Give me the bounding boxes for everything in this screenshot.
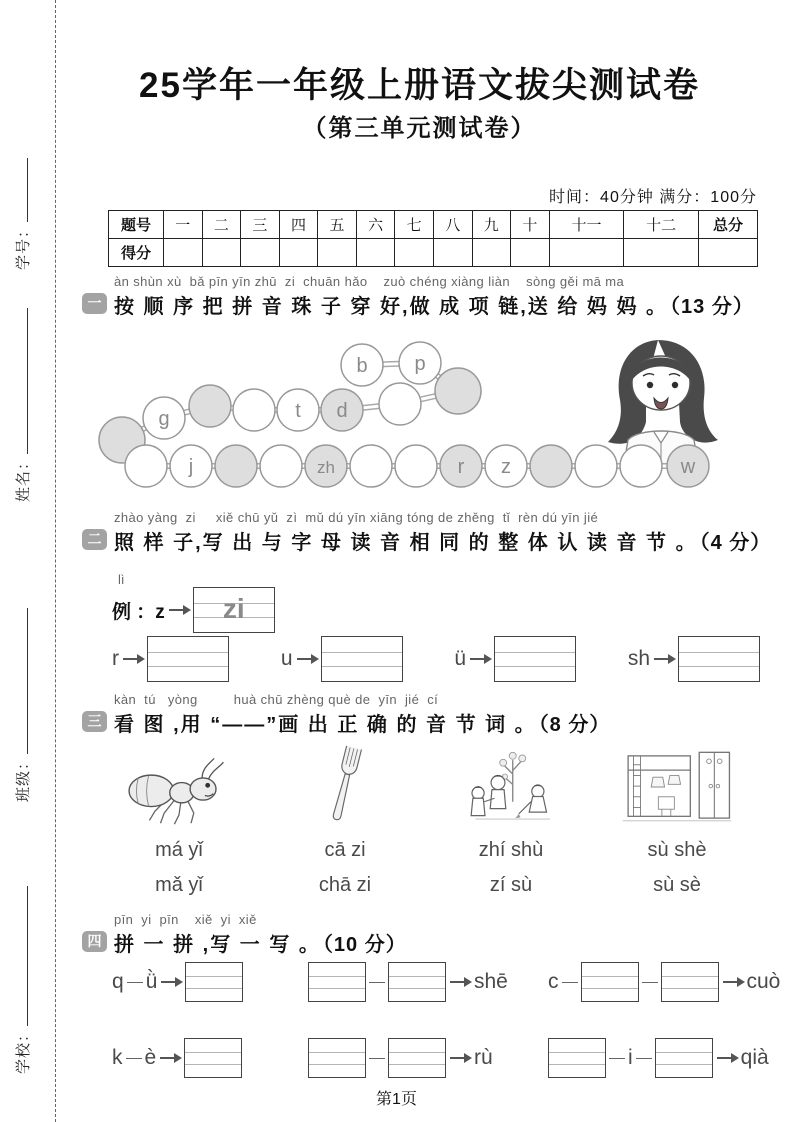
bead-label: d bbox=[336, 400, 348, 422]
connector-line bbox=[369, 1058, 385, 1059]
q4-item bbox=[112, 1038, 308, 1078]
bead-blank bbox=[215, 445, 257, 487]
score-table-total-header: 总分 bbox=[699, 211, 758, 239]
q4-letter: c bbox=[548, 970, 559, 993]
question-3-score: （8 分） bbox=[538, 714, 611, 736]
question-4-pinyin: pīn yi pīn xiě yi xiě bbox=[114, 912, 257, 927]
q2-item bbox=[281, 636, 403, 682]
arrow-icon bbox=[717, 1057, 737, 1059]
q4-letter: q bbox=[112, 970, 124, 993]
pinyin-grid[interactable] bbox=[308, 962, 366, 1002]
arrow-icon bbox=[297, 658, 317, 660]
score-col-header: 八 bbox=[433, 211, 472, 239]
score-cell[interactable] bbox=[279, 239, 318, 267]
bead-blank bbox=[350, 445, 392, 487]
question-2-score: （4 分） bbox=[699, 532, 772, 554]
score-col-header: 五 bbox=[318, 211, 357, 239]
student-id-blank[interactable] bbox=[15, 158, 28, 222]
pinyin-grid[interactable] bbox=[678, 636, 760, 682]
score-cell[interactable] bbox=[549, 239, 624, 267]
score-table bbox=[108, 210, 758, 267]
ant-image bbox=[96, 742, 262, 826]
pinyin-grid[interactable] bbox=[308, 1038, 366, 1078]
score-row-header: 得分 bbox=[109, 239, 164, 267]
pinyin-grid[interactable] bbox=[661, 962, 719, 1002]
syllable-option: zhí shù bbox=[478, 839, 544, 861]
score-cell[interactable] bbox=[624, 239, 699, 267]
q2-item bbox=[628, 636, 760, 682]
question-1-text: 按 顺 序 把 拼 音 珠 子 穿 好,做 成 项 链,送 给 妈 妈 。 bbox=[114, 296, 669, 318]
bead-blank bbox=[435, 368, 481, 414]
time-score-info: 时间：40分钟 满分：100分 bbox=[549, 189, 757, 206]
syllable-option: cā zi bbox=[324, 839, 366, 861]
syllable-option: zí sù bbox=[489, 874, 533, 896]
q4-letter: i bbox=[628, 1046, 633, 1069]
score-cell[interactable] bbox=[433, 239, 472, 267]
score-cell[interactable] bbox=[241, 239, 280, 267]
class-label: 班级： bbox=[15, 753, 32, 802]
question-4-text: 拼 一 拼 ,写 一 写 。 bbox=[114, 934, 321, 956]
q3-item bbox=[262, 742, 428, 894]
score-cell[interactable] bbox=[318, 239, 357, 267]
school-blank[interactable] bbox=[15, 886, 28, 1026]
score-col-header: 十 bbox=[511, 211, 550, 239]
bead-blank bbox=[233, 389, 275, 431]
score-col-header: 四 bbox=[279, 211, 318, 239]
q4-letter: shē bbox=[474, 970, 508, 993]
question-4-score: （10 分） bbox=[322, 934, 407, 956]
mother-illustration bbox=[608, 340, 718, 464]
bead-chain-svg bbox=[100, 338, 748, 498]
bead-blank bbox=[260, 445, 302, 487]
student-id-label: 学号： bbox=[15, 221, 32, 270]
arrow-icon bbox=[169, 609, 189, 611]
syllable-option: mǎ yǐ bbox=[155, 874, 203, 896]
question-2-text: 照 样 子,写 出 与 字 母 读 音 相 同 的 整 体 认 读 音 节 。 bbox=[114, 532, 698, 554]
score-col-header: 三 bbox=[241, 211, 280, 239]
q2-example-grid bbox=[193, 587, 275, 633]
question-2-badge: 二 bbox=[82, 529, 107, 550]
question-1-score: （13 分） bbox=[670, 296, 754, 318]
q4-item bbox=[112, 962, 308, 1002]
sidebar-field-name bbox=[12, 308, 33, 502]
q2-example-label: 例 ：z bbox=[112, 601, 165, 623]
score-cell[interactable] bbox=[395, 239, 434, 267]
question-1-pinyin: àn shùn xù bǎ pīn yīn zhū zi chuān hǎo zuò chéng xiàng liàn sòng gěi mā ma bbox=[114, 274, 625, 289]
score-cell[interactable] bbox=[164, 239, 203, 267]
arrow-icon bbox=[123, 658, 143, 660]
q2-item-letter: ü bbox=[454, 647, 466, 670]
bead-label: zh bbox=[317, 458, 335, 477]
arrow-icon bbox=[723, 981, 743, 983]
q4-items bbox=[112, 962, 781, 1078]
q2-item-letter: u bbox=[280, 647, 293, 670]
q3-item bbox=[594, 742, 760, 894]
question-1-badge: 一 bbox=[82, 293, 107, 314]
q3-items bbox=[96, 742, 760, 894]
question-3-badge: 三 bbox=[82, 711, 107, 732]
question-3-text: 看 图 ,用 “——”画 出 正 确 的 音 节 词 。 bbox=[114, 714, 537, 736]
tree-planting-image bbox=[428, 742, 594, 826]
score-col-header: 二 bbox=[202, 211, 241, 239]
bead-label: g bbox=[158, 408, 170, 430]
pinyin-grid[interactable] bbox=[184, 1038, 242, 1078]
score-table-header: 题号 bbox=[109, 211, 164, 239]
q4-item bbox=[308, 1038, 548, 1078]
q2-example bbox=[112, 572, 275, 633]
bead-blank bbox=[125, 445, 167, 487]
arrow-icon bbox=[161, 981, 181, 983]
sidebar-field-class bbox=[12, 608, 33, 802]
pinyin-grid[interactable] bbox=[581, 962, 639, 1002]
bead-label: b bbox=[356, 355, 368, 377]
bead-blank bbox=[575, 445, 617, 487]
arrow-icon bbox=[160, 1057, 180, 1059]
question-3 bbox=[82, 692, 772, 737]
score-cell[interactable] bbox=[511, 239, 550, 267]
score-cell[interactable] bbox=[699, 239, 758, 267]
sidebar-field-school bbox=[12, 886, 33, 1074]
q4-letter: cuò bbox=[746, 970, 781, 993]
score-col-header: 七 bbox=[395, 211, 434, 239]
pinyin-grid[interactable] bbox=[388, 1038, 446, 1078]
question-1 bbox=[82, 274, 772, 319]
arrow-icon bbox=[654, 658, 674, 660]
question-3-pinyin: kàn tú yòng huà chū zhèng què de yīn jié cí bbox=[114, 692, 439, 707]
pinyin-grid[interactable] bbox=[147, 636, 229, 682]
connector-line bbox=[369, 982, 385, 983]
pinyin-grid[interactable] bbox=[548, 1038, 606, 1078]
connector-line bbox=[562, 982, 578, 983]
q4-item bbox=[548, 1038, 772, 1078]
connector-line bbox=[126, 1058, 142, 1059]
cut-dashed-line bbox=[55, 0, 56, 1122]
score-col-header: 九 bbox=[472, 211, 511, 239]
q2-items bbox=[112, 636, 760, 682]
q4-item bbox=[308, 962, 548, 1002]
school-label: 学校： bbox=[15, 1025, 32, 1074]
question-4 bbox=[82, 912, 772, 957]
score-col-header: 六 bbox=[356, 211, 395, 239]
syllable-option: sù sè bbox=[653, 874, 701, 896]
arrow-icon bbox=[470, 658, 490, 660]
bead-blank bbox=[530, 445, 572, 487]
q2-item-letter: sh bbox=[627, 647, 650, 670]
question-4-badge: 四 bbox=[82, 931, 107, 952]
connector-line bbox=[609, 1058, 625, 1059]
score-col-header: 一 bbox=[164, 211, 203, 239]
pinyin-grid[interactable] bbox=[321, 636, 403, 682]
class-blank[interactable] bbox=[15, 608, 28, 754]
q2-example-answer: zi bbox=[222, 593, 245, 624]
pinyin-grid[interactable] bbox=[388, 962, 446, 1002]
page-number: 第1页 bbox=[376, 1091, 417, 1108]
pinyin-grid[interactable] bbox=[185, 962, 243, 1002]
syllable-option: má yǐ bbox=[155, 839, 203, 861]
score-cell[interactable] bbox=[472, 239, 511, 267]
q2-item bbox=[454, 636, 576, 682]
page-subtitle: （第三单元测试卷） bbox=[302, 115, 537, 142]
page-title: 25学年一年级上册语文拔尖测试卷 bbox=[139, 66, 700, 105]
question-2-pinyin: zhào yàng zi xiě chū yǔ zì mǔ dú yīn xiāng tóng de zhěng tǐ rèn dú yīn jié bbox=[114, 510, 599, 525]
q2-example-pinyin: lì bbox=[118, 572, 125, 587]
q2-item bbox=[112, 636, 229, 682]
bead-label: p bbox=[414, 353, 426, 375]
q2-item-letter: r bbox=[112, 647, 119, 670]
score-cell[interactable] bbox=[202, 239, 241, 267]
bead-label: j bbox=[188, 456, 194, 478]
syllable-option: sù shè bbox=[647, 839, 707, 861]
bead-label: t bbox=[295, 400, 301, 422]
q4-item bbox=[548, 962, 781, 1002]
arrow-icon bbox=[450, 981, 470, 983]
score-cell[interactable] bbox=[356, 239, 395, 267]
bead-blank bbox=[379, 383, 421, 425]
name-label: 姓名： bbox=[15, 453, 32, 502]
q4-letter: qià bbox=[740, 1046, 769, 1069]
bead-label: r bbox=[457, 456, 465, 478]
connector-line bbox=[127, 982, 143, 983]
dormitory-image bbox=[594, 742, 760, 826]
arrow-icon bbox=[450, 1057, 470, 1059]
score-col-header: 十二 bbox=[624, 211, 699, 239]
bead-blank bbox=[189, 385, 231, 427]
q4-letter: k bbox=[112, 1046, 123, 1069]
q4-letter: ǜ bbox=[145, 970, 158, 993]
q4-letter: rù bbox=[474, 1046, 493, 1069]
sidebar-field-student-id bbox=[12, 158, 33, 270]
score-col-header: 十一 bbox=[549, 211, 624, 239]
connector-line bbox=[642, 982, 658, 983]
bead-label: z bbox=[501, 456, 511, 478]
bead-label: w bbox=[680, 456, 696, 478]
bead-blank bbox=[620, 445, 662, 487]
fork-image bbox=[262, 742, 428, 826]
connector-line bbox=[636, 1058, 652, 1059]
q3-item bbox=[428, 742, 594, 894]
pinyin-grid[interactable] bbox=[655, 1038, 713, 1078]
bead-blank bbox=[395, 445, 437, 487]
pinyin-grid[interactable] bbox=[494, 636, 576, 682]
name-blank[interactable] bbox=[15, 308, 28, 454]
question-2 bbox=[82, 510, 772, 555]
syllable-option: chā zi bbox=[318, 874, 372, 896]
q4-letter: è bbox=[144, 1046, 157, 1069]
q3-item bbox=[96, 742, 262, 894]
